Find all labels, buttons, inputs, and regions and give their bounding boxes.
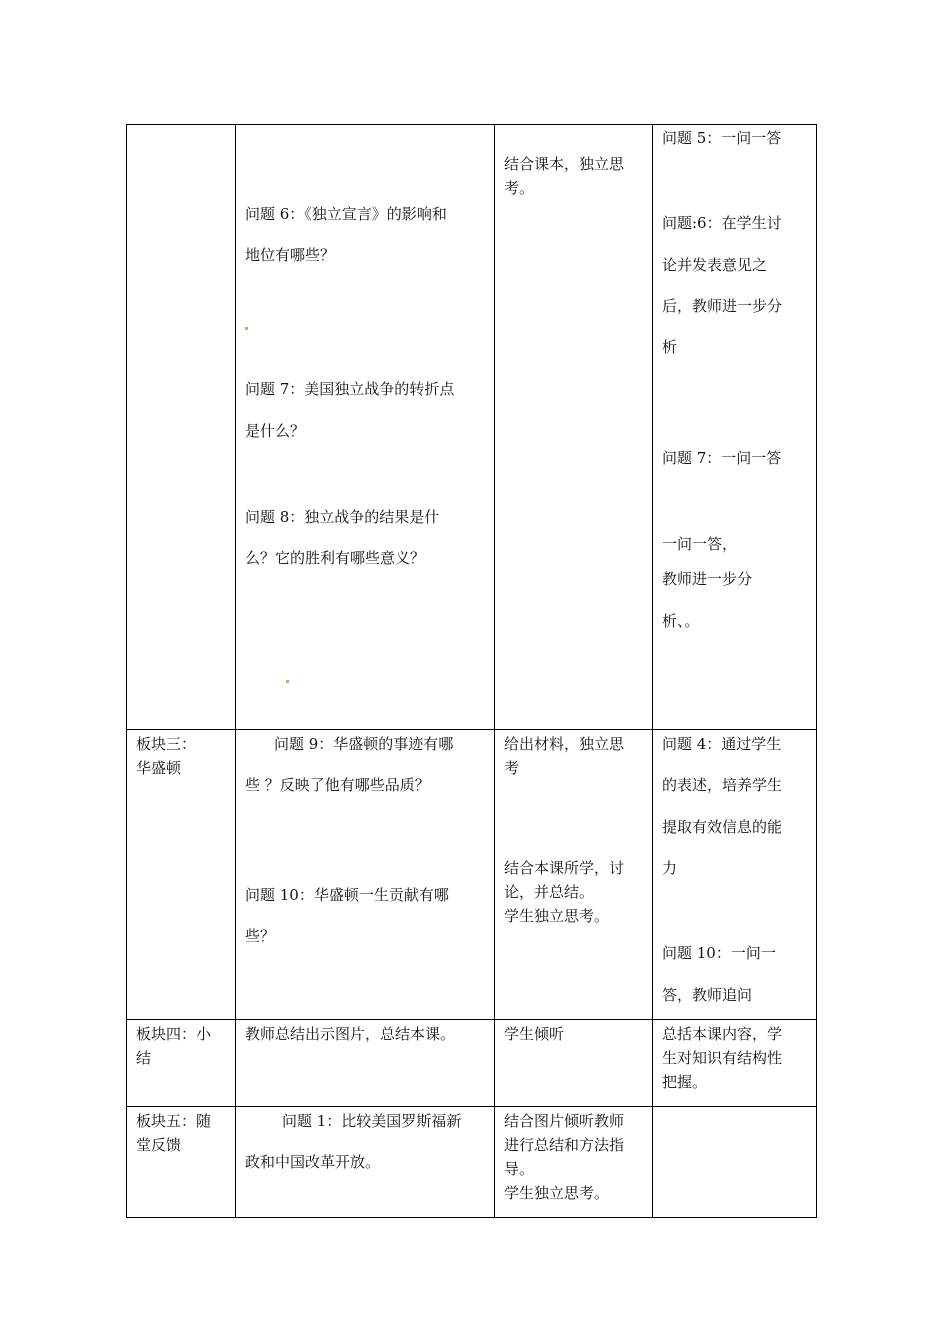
student-activity-cell — [495, 125, 653, 730]
content-line: 问题 1：比较美国罗斯福新 — [282, 1112, 462, 1130]
design-intent-cell — [653, 1107, 817, 1218]
section-label: 结 — [136, 1049, 152, 1067]
intent-line: 后，教师进一步分 — [662, 297, 783, 315]
intent-line: 问题 7：一问一答 — [662, 449, 782, 467]
table-row — [127, 1020, 817, 1107]
intent-line: 问题 5：一问一答 — [662, 129, 782, 147]
student-activity-cell — [495, 1107, 653, 1218]
content-cell — [236, 1107, 495, 1218]
student-line: 导。 — [504, 1160, 535, 1178]
lesson-plan-table — [126, 124, 817, 1218]
content-line: 么？它的胜利有哪些意义？ — [245, 549, 426, 567]
intent-line: 答，教师追问 — [662, 986, 753, 1004]
intent-line: 问题 4：通过学生 — [662, 735, 782, 753]
design-intent-cell — [653, 1020, 817, 1107]
student-line: 论，并总结。 — [504, 883, 595, 901]
intent-line: 一问一答， — [662, 535, 738, 553]
content-line: 些？ — [245, 927, 276, 945]
stray-mark — [245, 327, 248, 330]
content-line: 政和中国改革开放。 — [245, 1153, 381, 1171]
student-line: 给出材料，独立思 — [504, 735, 625, 753]
section-cell — [127, 730, 236, 1020]
design-intent-cell — [653, 730, 817, 1020]
student-line: 学生独立思考。 — [504, 1184, 610, 1202]
content-line: 是什么？ — [245, 422, 306, 440]
intent-line: 论并发表意见之 — [662, 256, 768, 274]
content-line: 问题 8：独立战争的结果是什 — [245, 508, 440, 526]
content-line: 问题 7：美国独立战争的转折点 — [245, 380, 455, 398]
student-line: 考。 — [504, 179, 535, 197]
content-line: 问题 6：《独立宣言》的影响和 — [245, 205, 447, 223]
student-line: 结合本课所学，讨 — [504, 859, 625, 877]
student-line: 考 — [504, 759, 520, 777]
student-line: 学生倾听 — [504, 1025, 565, 1043]
content-line: 问题 9：华盛顿的事迹有哪 — [274, 735, 454, 753]
intent-line: 析、。 — [662, 612, 700, 630]
section-label: 板块四：小 — [136, 1025, 212, 1043]
content-line: 教师总结出示图片，总结本课。 — [245, 1025, 456, 1043]
content-line: 些 ？反映了他有哪些品质？ — [245, 776, 430, 794]
section-cell — [127, 125, 236, 730]
student-activity-cell — [495, 730, 653, 1020]
content-cell — [236, 730, 495, 1020]
student-activity-cell — [495, 1020, 653, 1107]
section-cell — [127, 1107, 236, 1218]
section-cell — [127, 1020, 236, 1107]
intent-line: 力 — [662, 859, 678, 877]
section-label: 板块三： — [136, 735, 197, 753]
table-row — [127, 125, 817, 730]
content-line: 地位有哪些？ — [245, 246, 336, 264]
student-line: 结合课本，独立思 — [504, 155, 625, 173]
intent-line: 总括本课内容，学 — [662, 1025, 783, 1043]
student-line: 结合图片倾听教师 — [504, 1112, 625, 1130]
intent-line: 提取有效信息的能 — [662, 818, 783, 836]
section-label: 堂反馈 — [136, 1136, 182, 1154]
table-row — [127, 1107, 817, 1218]
intent-line: 的表述，培养学生 — [662, 776, 783, 794]
intent-line: 把握。 — [662, 1073, 708, 1091]
intent-line: 问题 10：一问一 — [662, 944, 776, 962]
content-cell — [236, 1020, 495, 1107]
intent-line: 教师进一步分 — [662, 570, 753, 588]
stray-mark — [286, 680, 289, 683]
intent-line: 问题:6：在学生讨 — [662, 214, 782, 232]
student-line: 学生独立思考。 — [504, 907, 610, 925]
intent-line: 析 — [662, 338, 678, 356]
table-row — [127, 730, 817, 1020]
intent-line: 生对知识有结构性 — [662, 1049, 783, 1067]
content-line: 问题 10：华盛顿一生贡献有哪 — [245, 886, 449, 904]
student-line: 进行总结和方法指 — [504, 1136, 625, 1154]
design-intent-cell — [653, 125, 817, 730]
content-cell — [236, 125, 495, 730]
section-label: 板块五：随 — [136, 1112, 212, 1130]
section-label: 华盛顿 — [136, 759, 182, 777]
